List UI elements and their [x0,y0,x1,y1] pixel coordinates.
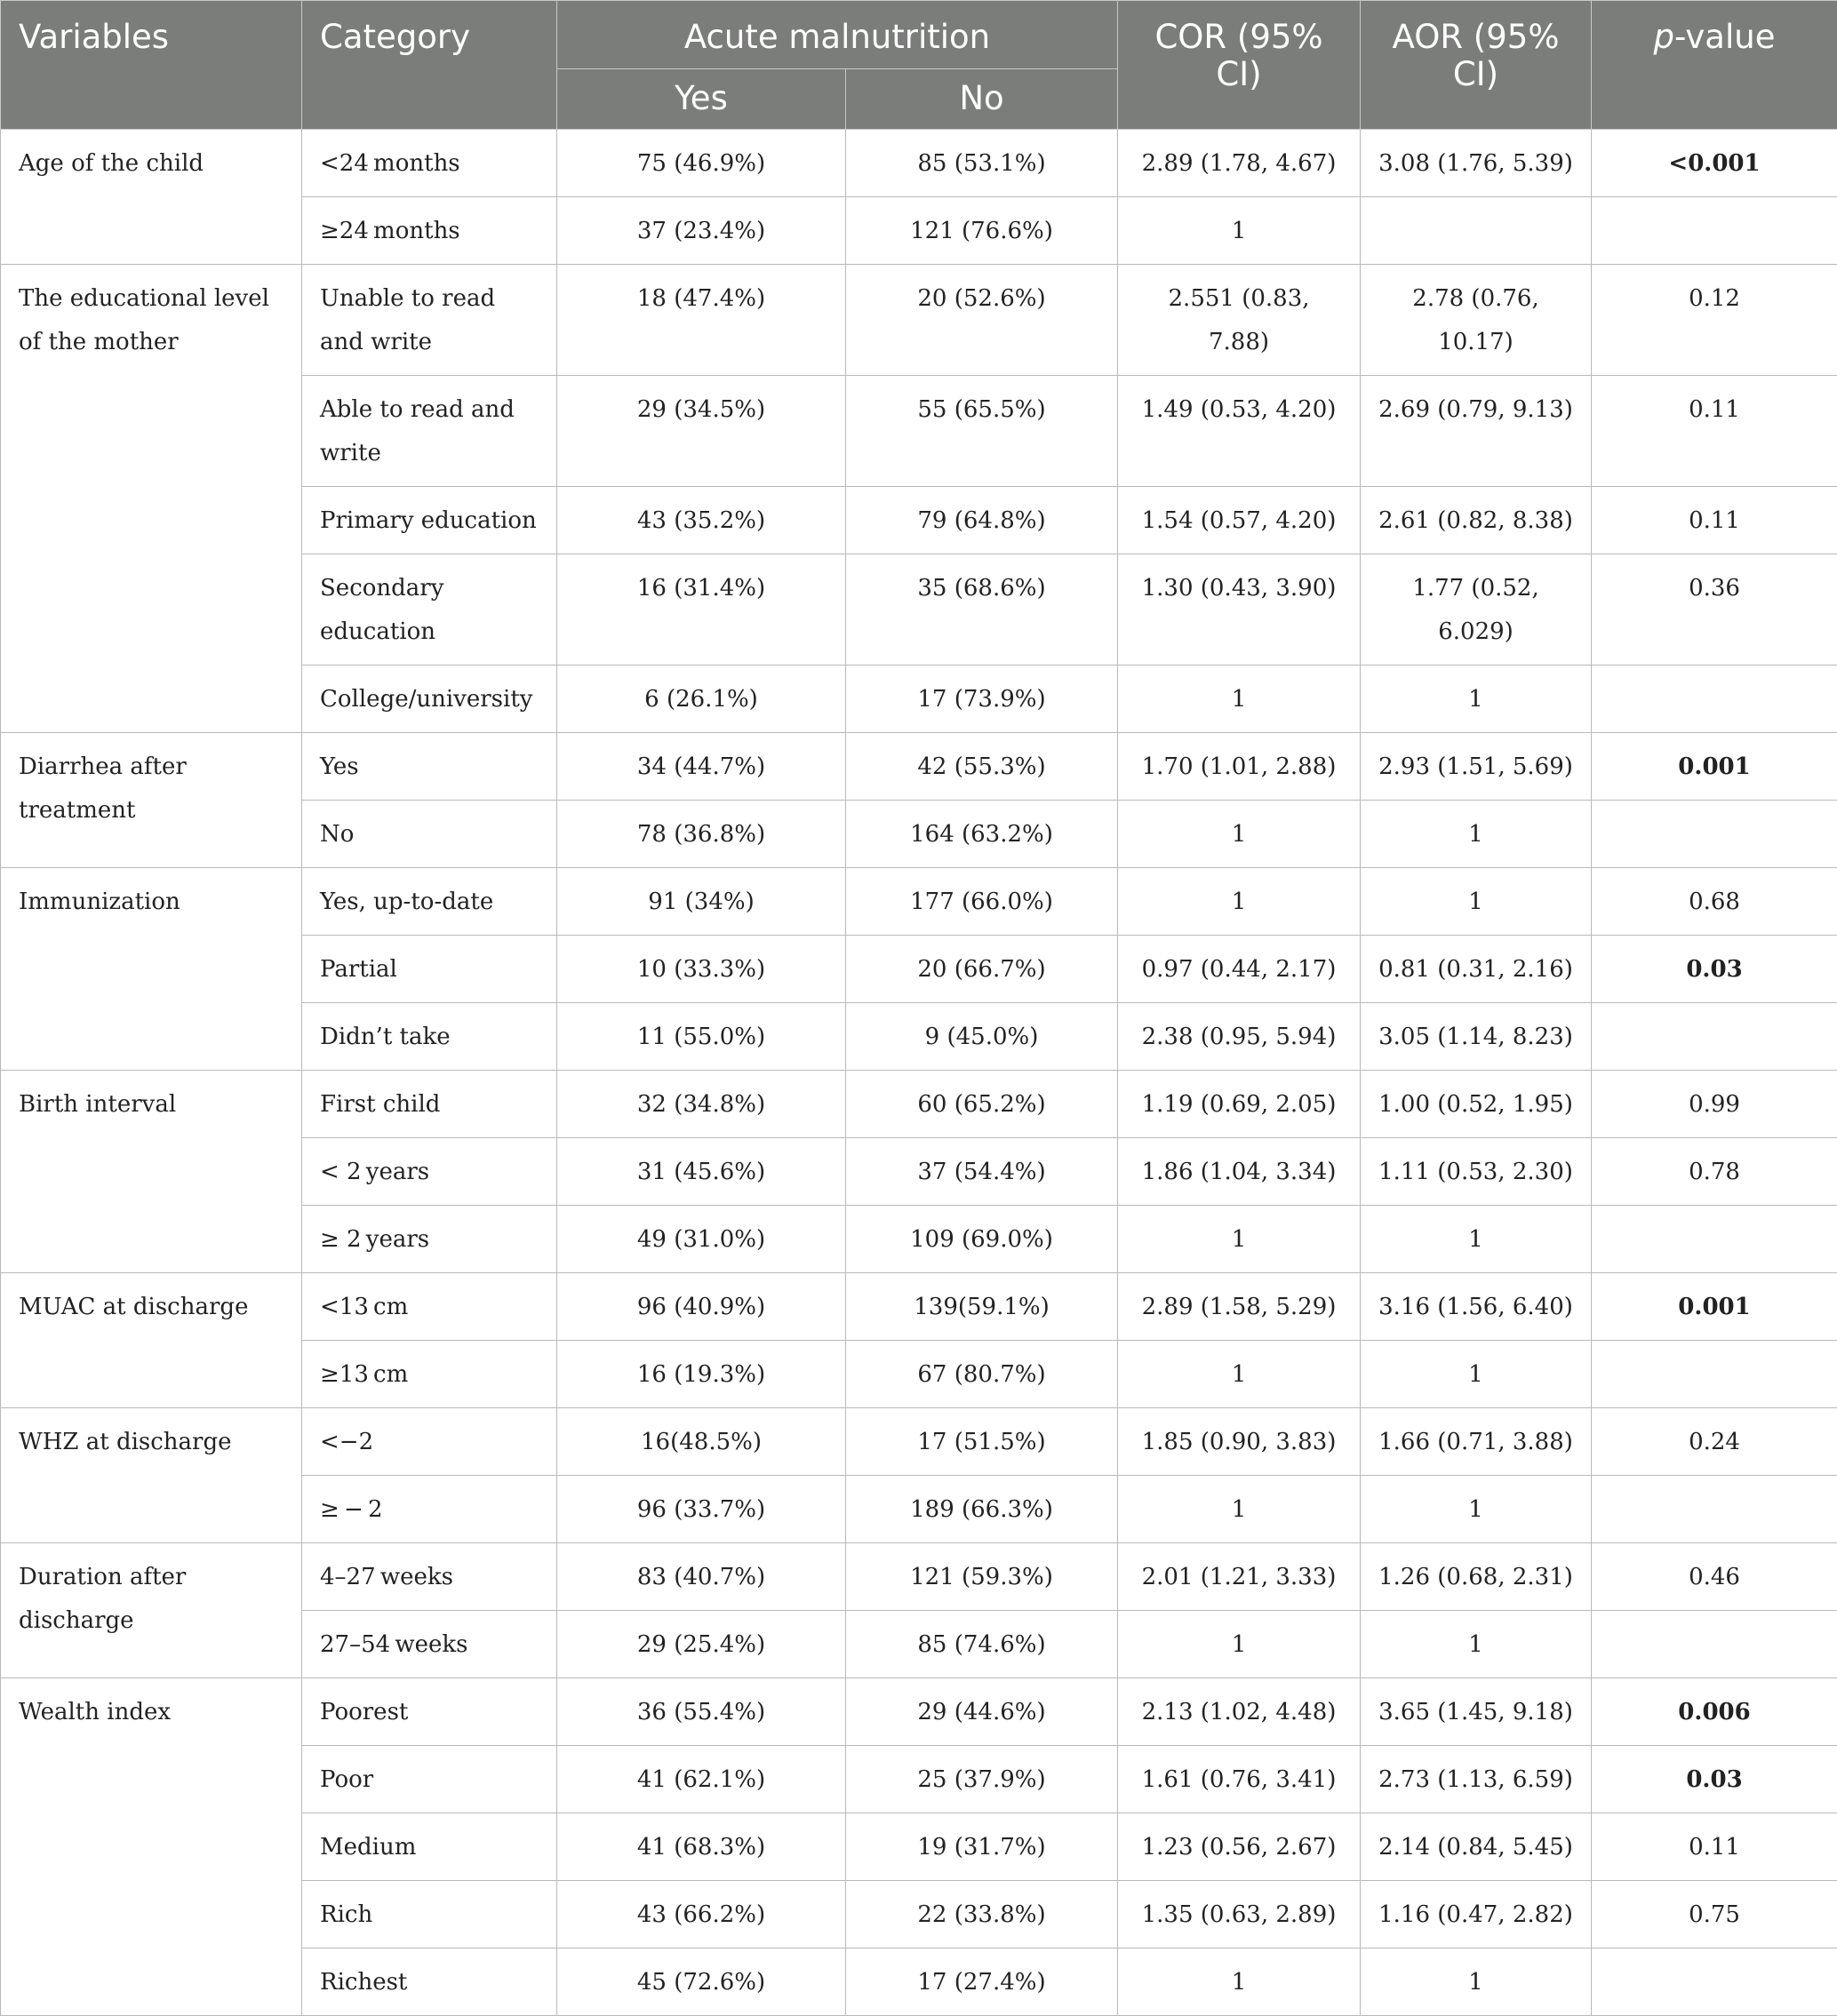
no-cell: 17 (73.9%) [846,665,1118,733]
yes-cell: 16 (19.3%) [557,1341,846,1408]
p-value-cell: 0.75 [1592,1881,1837,1948]
cor-cell: 1 [1118,801,1361,868]
header-p-rest: -value [1674,18,1775,56]
p-value-cell [1592,1206,1837,1273]
table-row [1,1678,1837,1746]
p-value-cell [1592,1476,1837,1543]
category-cell: < 2 years [302,1138,557,1206]
category-cell: Primary education [302,487,557,554]
aor-cell: 1.26 (0.68, 2.31) [1361,1543,1592,1611]
table-row [1,868,1837,936]
variable-cell: MUAC at discharge [1,1273,302,1408]
aor-cell: 2.69 (0.79, 9.13) [1361,376,1592,487]
variable-cell: Age of the child [1,130,302,265]
cor-cell: 1.54 (0.57, 4.20) [1118,487,1361,554]
aor-cell: 1 [1361,1948,1592,2016]
cor-cell: 1.30 (0.43, 3.90) [1118,554,1361,665]
yes-cell: 41 (68.3%) [557,1813,846,1881]
aor-cell: 0.81 (0.31, 2.16) [1361,936,1592,1003]
table-row [1,733,1837,801]
no-cell: 20 (52.6%) [846,265,1118,376]
category-cell: <24 months [302,130,557,197]
yes-cell: 78 (36.8%) [557,801,846,868]
category-cell: Unable to read and write [302,265,557,376]
category-cell: Poor [302,1746,557,1813]
category-cell: Yes, up-to-date [302,868,557,936]
category-cell: ≥24 months [302,197,557,265]
header-variables: Variables [1,1,302,130]
no-cell: 139(59.1%) [846,1273,1118,1341]
yes-cell: 11 (55.0%) [557,1003,846,1071]
cor-cell: 2.13 (1.02, 4.48) [1118,1678,1361,1746]
variable-cell: The educational level of the mother [1,265,302,733]
yes-cell: 83 (40.7%) [557,1543,846,1611]
category-cell: Partial [302,936,557,1003]
variable-cell: Wealth index [1,1678,302,2016]
header-cor: COR (95% CI) [1118,1,1361,130]
category-cell: Yes [302,733,557,801]
category-cell: Didn’t take [302,1003,557,1071]
table-row [1,130,1837,197]
cor-cell: 1.49 (0.53, 4.20) [1118,376,1361,487]
p-value-cell: 0.11 [1592,376,1837,487]
no-cell: 42 (55.3%) [846,733,1118,801]
table-row [1,1273,1837,1341]
no-cell: 60 (65.2%) [846,1071,1118,1138]
cor-cell: 1 [1118,197,1361,265]
category-cell: 4–27 weeks [302,1543,557,1611]
yes-cell: 96 (33.7%) [557,1476,846,1543]
aor-cell: 1.11 (0.53, 2.30) [1361,1138,1592,1206]
yes-cell: 34 (44.7%) [557,733,846,801]
no-cell: 67 (80.7%) [846,1341,1118,1408]
yes-cell: 16(48.5%) [557,1408,846,1476]
header-category: Category [302,1,557,130]
category-cell: Medium [302,1813,557,1881]
p-value-cell: 0.11 [1592,1813,1837,1881]
yes-cell: 49 (31.0%) [557,1206,846,1273]
table-row [1,1071,1837,1138]
cor-cell: 2.89 (1.78, 4.67) [1118,130,1361,197]
category-cell: ≥ 2 years [302,1206,557,1273]
p-value-cell: <0.001 [1592,130,1837,197]
cor-cell: 0.97 (0.44, 2.17) [1118,936,1361,1003]
p-value-cell: 0.03 [1592,936,1837,1003]
no-cell: 85 (53.1%) [846,130,1118,197]
aor-cell: 1 [1361,1341,1592,1408]
no-cell: 17 (51.5%) [846,1408,1118,1476]
category-cell: Rich [302,1881,557,1948]
variable-cell: Diarrhea after treatment [1,733,302,868]
category-cell: Richest [302,1948,557,2016]
p-value-cell: 0.001 [1592,733,1837,801]
category-cell: <−2 [302,1408,557,1476]
aor-cell: 3.08 (1.76, 5.39) [1361,130,1592,197]
no-cell: 85 (74.6%) [846,1611,1118,1678]
p-value-cell [1592,665,1837,733]
p-value-cell: 0.68 [1592,868,1837,936]
cor-cell: 2.551 (0.83, 7.88) [1118,265,1361,376]
no-cell: 121 (76.6%) [846,197,1118,265]
cor-cell: 1.85 (0.90, 3.83) [1118,1408,1361,1476]
cor-cell: 1.19 (0.69, 2.05) [1118,1071,1361,1138]
cor-cell: 2.38 (0.95, 5.94) [1118,1003,1361,1071]
category-cell: First child [302,1071,557,1138]
yes-cell: 96 (40.9%) [557,1273,846,1341]
aor-cell: 3.05 (1.14, 8.23) [1361,1003,1592,1071]
yes-cell: 75 (46.9%) [557,130,846,197]
p-value-cell: 0.11 [1592,487,1837,554]
category-cell: <13 cm [302,1273,557,1341]
cor-cell: 1.86 (1.04, 3.34) [1118,1138,1361,1206]
cor-cell: 1.61 (0.76, 3.41) [1118,1746,1361,1813]
p-value-cell [1592,197,1837,265]
table-body [1,130,1837,2016]
cor-cell: 1 [1118,665,1361,733]
yes-cell: 91 (34%) [557,868,846,936]
yes-cell: 32 (34.8%) [557,1071,846,1138]
no-cell: 25 (37.9%) [846,1746,1118,1813]
yes-cell: 29 (25.4%) [557,1611,846,1678]
aor-cell: 3.16 (1.56, 6.40) [1361,1273,1592,1341]
aor-cell: 1.16 (0.47, 2.82) [1361,1881,1592,1948]
no-cell: 177 (66.0%) [846,868,1118,936]
aor-cell: 2.61 (0.82, 8.38) [1361,487,1592,554]
p-value-cell [1592,1003,1837,1071]
no-cell: 35 (68.6%) [846,554,1118,665]
cor-cell: 1 [1118,1611,1361,1678]
aor-cell: 2.14 (0.84, 5.45) [1361,1813,1592,1881]
table-row [1,1408,1837,1476]
no-cell: 109 (69.0%) [846,1206,1118,1273]
yes-cell: 31 (45.6%) [557,1138,846,1206]
p-value-cell [1592,1341,1837,1408]
no-cell: 37 (54.4%) [846,1138,1118,1206]
variable-cell: Duration after discharge [1,1543,302,1678]
cor-cell: 1 [1118,1476,1361,1543]
header-yes: Yes [557,69,846,130]
yes-cell: 29 (34.5%) [557,376,846,487]
header-no: No [846,69,1118,130]
cor-cell: 1.23 (0.56, 2.67) [1118,1813,1361,1881]
table-header [1,1,1837,130]
category-cell: Poorest [302,1678,557,1746]
yes-cell: 43 (66.2%) [557,1881,846,1948]
cor-cell: 1.70 (1.01, 2.88) [1118,733,1361,801]
no-cell: 22 (33.8%) [846,1881,1118,1948]
aor-cell: 1 [1361,868,1592,936]
aor-cell: 1 [1361,665,1592,733]
p-value-cell: 0.36 [1592,554,1837,665]
aor-cell [1361,197,1592,265]
no-cell: 20 (66.7%) [846,936,1118,1003]
p-value-cell: 0.006 [1592,1678,1837,1746]
cor-cell: 1 [1118,1206,1361,1273]
variable-cell: Immunization [1,868,302,1071]
no-cell: 17 (27.4%) [846,1948,1118,2016]
cor-cell: 1 [1118,1341,1361,1408]
category-cell: ≥13 cm [302,1341,557,1408]
yes-cell: 6 (26.1%) [557,665,846,733]
yes-cell: 18 (47.4%) [557,265,846,376]
p-value-cell: 0.78 [1592,1138,1837,1206]
aor-cell: 1.77 (0.52, 6.029) [1361,554,1592,665]
header-acute-malnutrition: Acute malnutrition [557,1,1118,69]
no-cell: 121 (59.3%) [846,1543,1118,1611]
p-value-cell: 0.001 [1592,1273,1837,1341]
header-p-value [1592,1,1837,130]
aor-cell: 1 [1361,1476,1592,1543]
header-aor: AOR (95% CI) [1361,1,1592,130]
aor-cell: 2.93 (1.51, 5.69) [1361,733,1592,801]
table-row [1,265,1837,376]
category-cell: 27–54 weeks [302,1611,557,1678]
no-cell: 55 (65.5%) [846,376,1118,487]
aor-cell: 1 [1361,1611,1592,1678]
p-value-cell: 0.46 [1592,1543,1837,1611]
category-cell: Secondary education [302,554,557,665]
no-cell: 29 (44.6%) [846,1678,1118,1746]
aor-cell: 1.00 (0.52, 1.95) [1361,1071,1592,1138]
no-cell: 9 (45.0%) [846,1003,1118,1071]
no-cell: 164 (63.2%) [846,801,1118,868]
cor-cell: 2.89 (1.58, 5.29) [1118,1273,1361,1341]
p-value-cell: 0.12 [1592,265,1837,376]
cor-cell: 1 [1118,1948,1361,2016]
category-cell: College/university [302,665,557,733]
yes-cell: 45 (72.6%) [557,1948,846,2016]
no-cell: 189 (66.3%) [846,1476,1118,1543]
header-p-italic: p [1654,18,1675,56]
yes-cell: 36 (55.4%) [557,1678,846,1746]
p-value-cell [1592,801,1837,868]
p-value-cell: 0.03 [1592,1746,1837,1813]
aor-cell: 2.73 (1.13, 6.59) [1361,1746,1592,1813]
no-cell: 19 (31.7%) [846,1813,1118,1881]
category-cell: No [302,801,557,868]
cor-cell: 2.01 (1.21, 3.33) [1118,1543,1361,1611]
variable-cell: WHZ at discharge [1,1408,302,1543]
yes-cell: 10 (33.3%) [557,936,846,1003]
p-value-cell: 0.24 [1592,1408,1837,1476]
cor-cell: 1.35 (0.63, 2.89) [1118,1881,1361,1948]
aor-cell: 3.65 (1.45, 9.18) [1361,1678,1592,1746]
cor-cell: 1 [1118,868,1361,936]
category-cell: Able to read and write [302,376,557,487]
table-row [1,1543,1837,1611]
aor-cell: 1 [1361,801,1592,868]
category-cell: ≥ − 2 [302,1476,557,1543]
yes-cell: 43 (35.2%) [557,487,846,554]
aor-cell: 1 [1361,1206,1592,1273]
yes-cell: 41 (62.1%) [557,1746,846,1813]
variable-cell: Birth interval [1,1071,302,1273]
aor-cell: 1.66 (0.71, 3.88) [1361,1408,1592,1476]
yes-cell: 16 (31.4%) [557,554,846,665]
no-cell: 79 (64.8%) [846,487,1118,554]
yes-cell: 37 (23.4%) [557,197,846,265]
p-value-cell [1592,1948,1837,2016]
aor-cell: 2.78 (0.76, 10.17) [1361,265,1592,376]
p-value-cell [1592,1611,1837,1678]
p-value-cell: 0.99 [1592,1071,1837,1138]
